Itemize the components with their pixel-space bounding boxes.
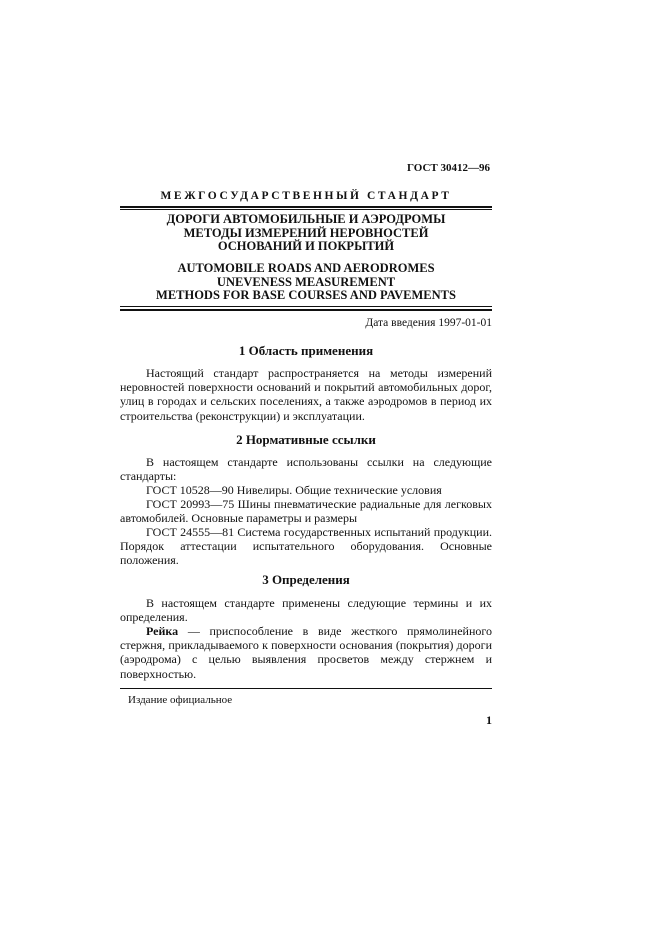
introduction-date: Дата введения 1997-01-01 [365, 317, 492, 329]
title-en-line: UNEVENESS MEASUREMENT [216, 274, 396, 289]
section-3-heading: 3 Определения [262, 572, 350, 587]
term-definition-text: — приспособление в виде жесткого прямолинейного стержня, прикладываемого к поверхности основания (покрытия) дороги (аэродрома) с целью выявления просветов между стержнем и поверхностью. [120, 624, 492, 681]
rule-title-thin [120, 306, 492, 307]
rule-top-thin [120, 209, 492, 210]
normative-reference: ГОСТ 24555—81 Система государственных испытаний продукции. Порядок аттестации испытательного оборудования. Основные положения. [120, 525, 492, 568]
title-russian [120, 213, 492, 254]
title-en-line: METHODS FOR BASE COURSES AND PAVEMENTS [156, 288, 456, 302]
rule-footer [120, 688, 492, 689]
section-1-text: Настоящий стандарт распространяется на методы измерений неровностей поверхности оснований и покрытий автомобильных дорог, улиц в городах и сельских поселениях, а также аэродромов в период их строительства (реконструкции) и эксплуатации. [120, 366, 492, 423]
title-ru-line: ОСНОВАНИЙ И ПОКРЫТИЙ [217, 239, 395, 253]
title-ru-line: ДОРОГИ АВТОМОБИЛЬНЫЕ И АЭРОДРОМЫ [166, 212, 446, 226]
edition-label: Издание официальное [128, 694, 233, 706]
title-ru-line: МЕТОДЫ ИЗМЕРЕНИЙ НЕРОВНОСТЕЙ [183, 225, 429, 240]
normative-reference: ГОСТ 20993—75 Шины пневматические радиальные для легковых автомобилей. Основные параметры и размеры [120, 497, 492, 526]
page-number: 1 [486, 713, 492, 727]
standard-type: МЕЖГОСУДАРСТВЕННЫЙ СТАНДАРТ [160, 190, 452, 202]
document-code: ГОСТ 30412—96 [407, 162, 490, 174]
section-3-intro: В настоящем стандарте применены следующие термины и их определения. [120, 596, 492, 625]
section-1-heading: 1 Область применения [238, 343, 374, 358]
rule-title-thick [120, 309, 492, 311]
section-2-heading: 2 Нормативные ссылки [236, 432, 376, 447]
term-definition [120, 624, 492, 681]
term-name: Рейка [146, 624, 179, 638]
normative-reference: ГОСТ 10528—90 Нивелиры. Общие технические условия [146, 483, 442, 497]
section-2-intro: В настоящем стандарте использованы ссылки на следующие стандарты: [120, 455, 492, 484]
rule-top-thick [120, 206, 492, 208]
title-english [120, 262, 492, 303]
title-en-line: AUTOMOBILE ROADS AND AERODROMES [177, 261, 435, 275]
